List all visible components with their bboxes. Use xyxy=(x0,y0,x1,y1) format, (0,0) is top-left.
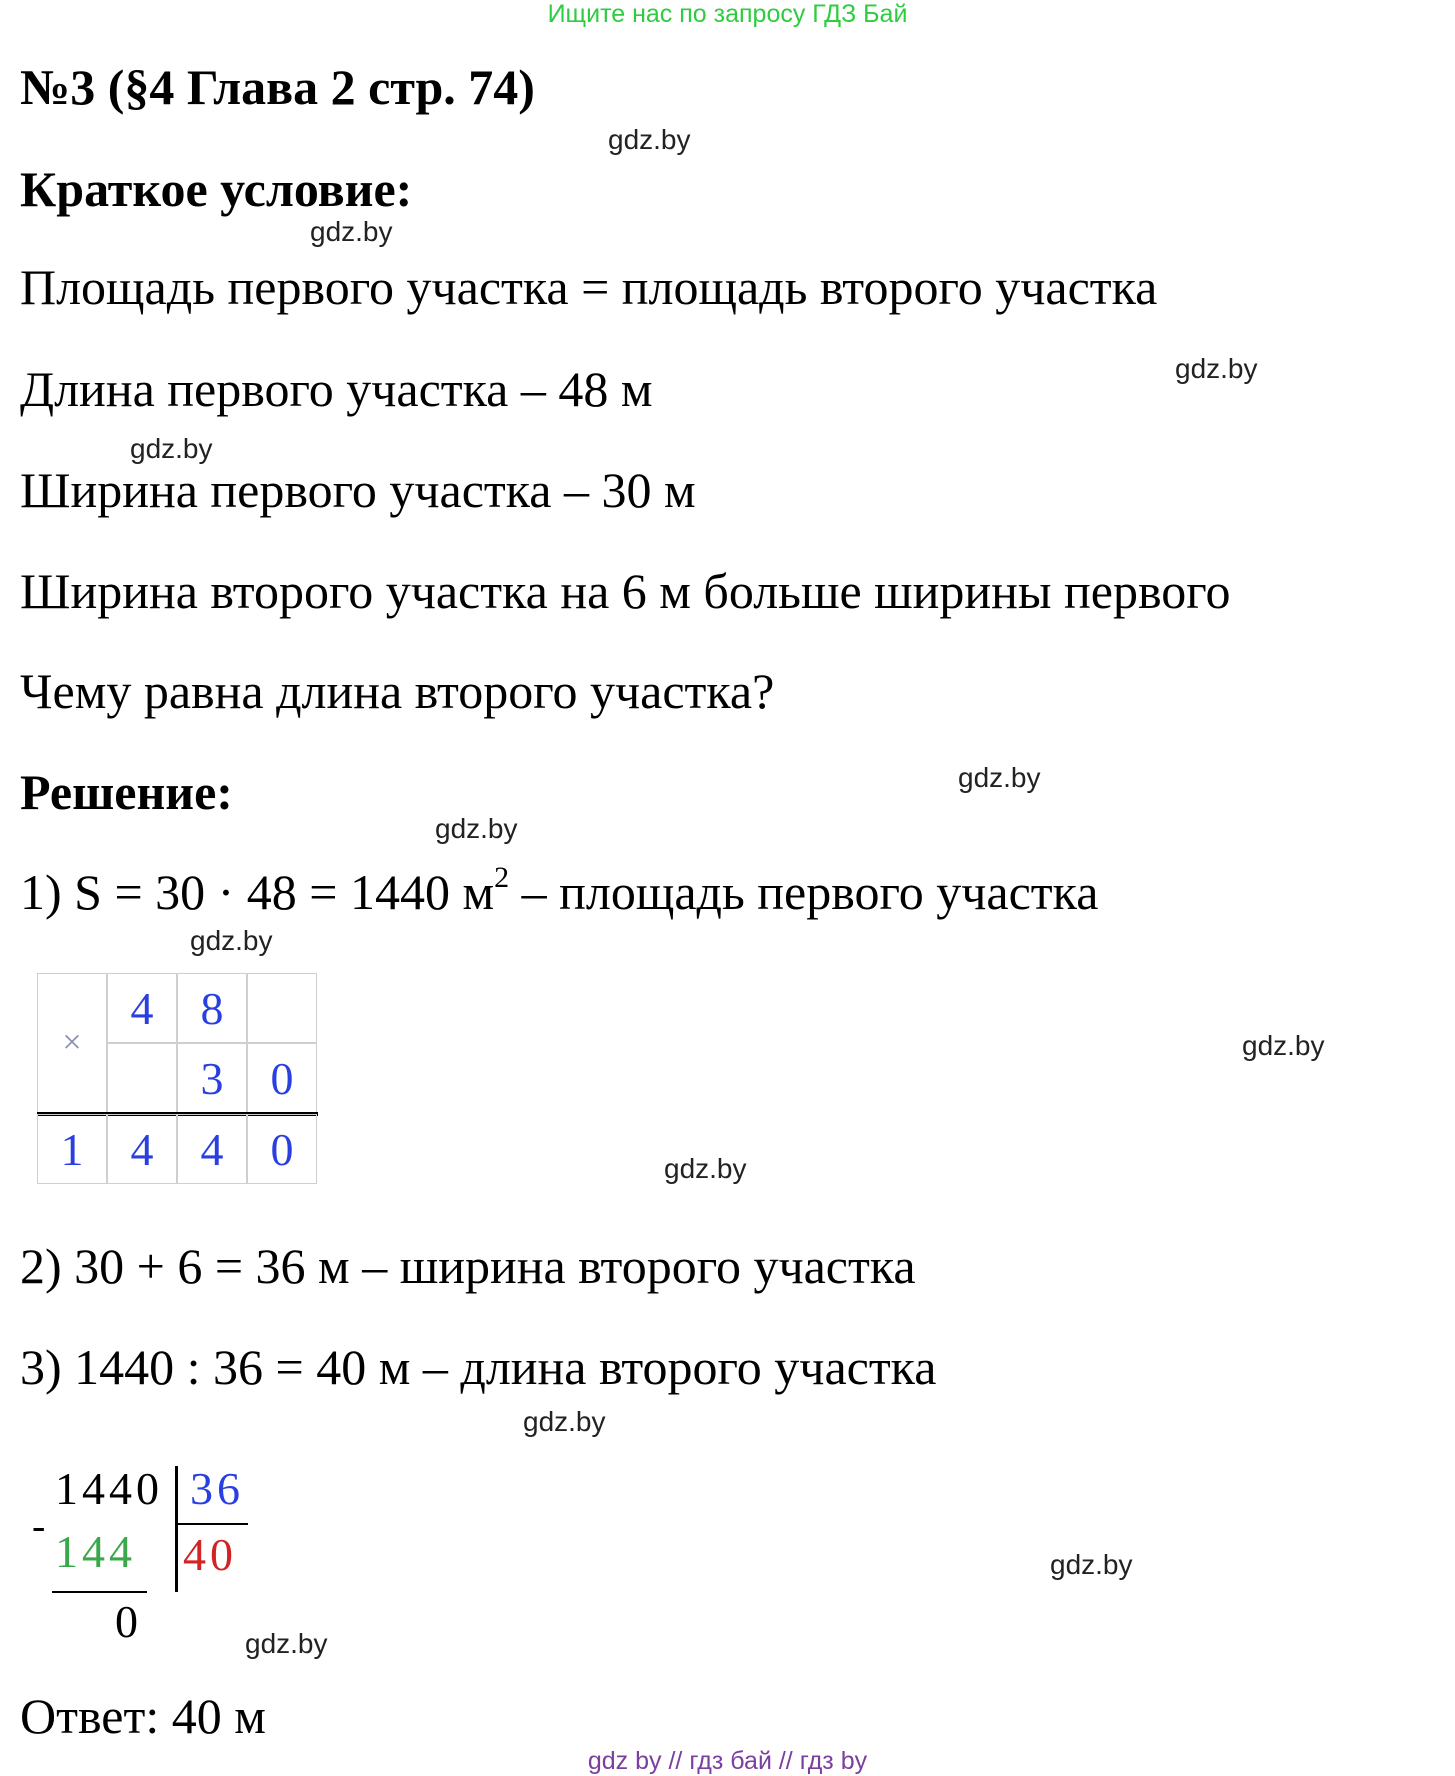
watermark: gdz.by xyxy=(1050,1549,1133,1580)
division-divisor: 36 xyxy=(190,1463,244,1514)
division-vertical-rule xyxy=(175,1466,178,1592)
division-divisor-rule xyxy=(178,1523,248,1525)
condition-line: Площадь первого участка = площадь второго участка xyxy=(20,259,1158,315)
division-remainder: 0 xyxy=(115,1596,142,1647)
grid-cell: 8 xyxy=(177,973,247,1043)
condition-line: Ширина второго участка на 6 м больше ширины первого xyxy=(20,563,1231,619)
watermark: gdz.by xyxy=(608,124,691,155)
grid-cell: 4 xyxy=(107,973,177,1043)
watermark: gdz.by xyxy=(190,925,273,956)
condition-line: Длина первого участка – 48 м xyxy=(20,361,653,417)
solution-step-2: 2) 30 + 6 = 36 м – ширина второго участка xyxy=(20,1238,916,1294)
grid-result-cell: 4 xyxy=(107,1114,177,1184)
division-quotient: 40 xyxy=(183,1529,237,1580)
watermark: gdz.by xyxy=(958,762,1041,793)
watermark: gdz.by xyxy=(1242,1030,1325,1061)
answer: Ответ: 40 м xyxy=(20,1688,266,1744)
watermark: gdz.by xyxy=(1175,353,1258,384)
division-minus: - xyxy=(32,1503,46,1548)
condition-heading: Краткое условие: xyxy=(20,161,413,217)
step-1-description: – площадь первого участка xyxy=(509,864,1099,920)
grid-result-cell: 0 xyxy=(247,1114,317,1184)
footer-links: gdz by // гдз бай // гдз by xyxy=(587,1747,868,1775)
division-subtrahend: 144 xyxy=(55,1526,136,1577)
watermark: gdz.by xyxy=(664,1153,747,1184)
grid-cell xyxy=(247,973,317,1043)
grid-cell: 0 xyxy=(247,1043,317,1113)
solution-heading: Решение: xyxy=(20,764,233,820)
grid-cell xyxy=(107,1043,177,1113)
solution-step-3: 3) 1440 : 36 = 40 м – длина второго участка xyxy=(20,1339,937,1395)
grid-result-cell: 4 xyxy=(177,1114,247,1184)
grid-cell: 3 xyxy=(177,1043,247,1113)
multiply-operator: × xyxy=(37,973,107,1113)
division-dividend: 1440 xyxy=(55,1463,163,1514)
watermark: gdz.by xyxy=(245,1628,328,1659)
watermark: gdz.by xyxy=(310,216,393,247)
top-banner: Ищите нас по запросу ГДЗ Бай xyxy=(547,0,908,28)
watermark: gdz.by xyxy=(523,1406,606,1437)
watermark: gdz.by xyxy=(130,433,213,464)
step-1-formula: 1) S = 30 · 48 = 1440 м xyxy=(20,864,495,920)
step-1-superscript: 2 xyxy=(494,861,510,894)
grid-result-cell: 1 xyxy=(37,1114,107,1184)
solution-step-1 xyxy=(20,863,1098,921)
condition-line: Ширина первого участка – 30 м xyxy=(20,462,696,518)
division-subtrahend-rule xyxy=(52,1591,147,1593)
page-title: №3 (§4 Глава 2 стр. 74) xyxy=(20,59,535,115)
watermark: gdz.by xyxy=(435,813,518,844)
condition-question: Чему равна длина второго участка? xyxy=(20,663,775,719)
